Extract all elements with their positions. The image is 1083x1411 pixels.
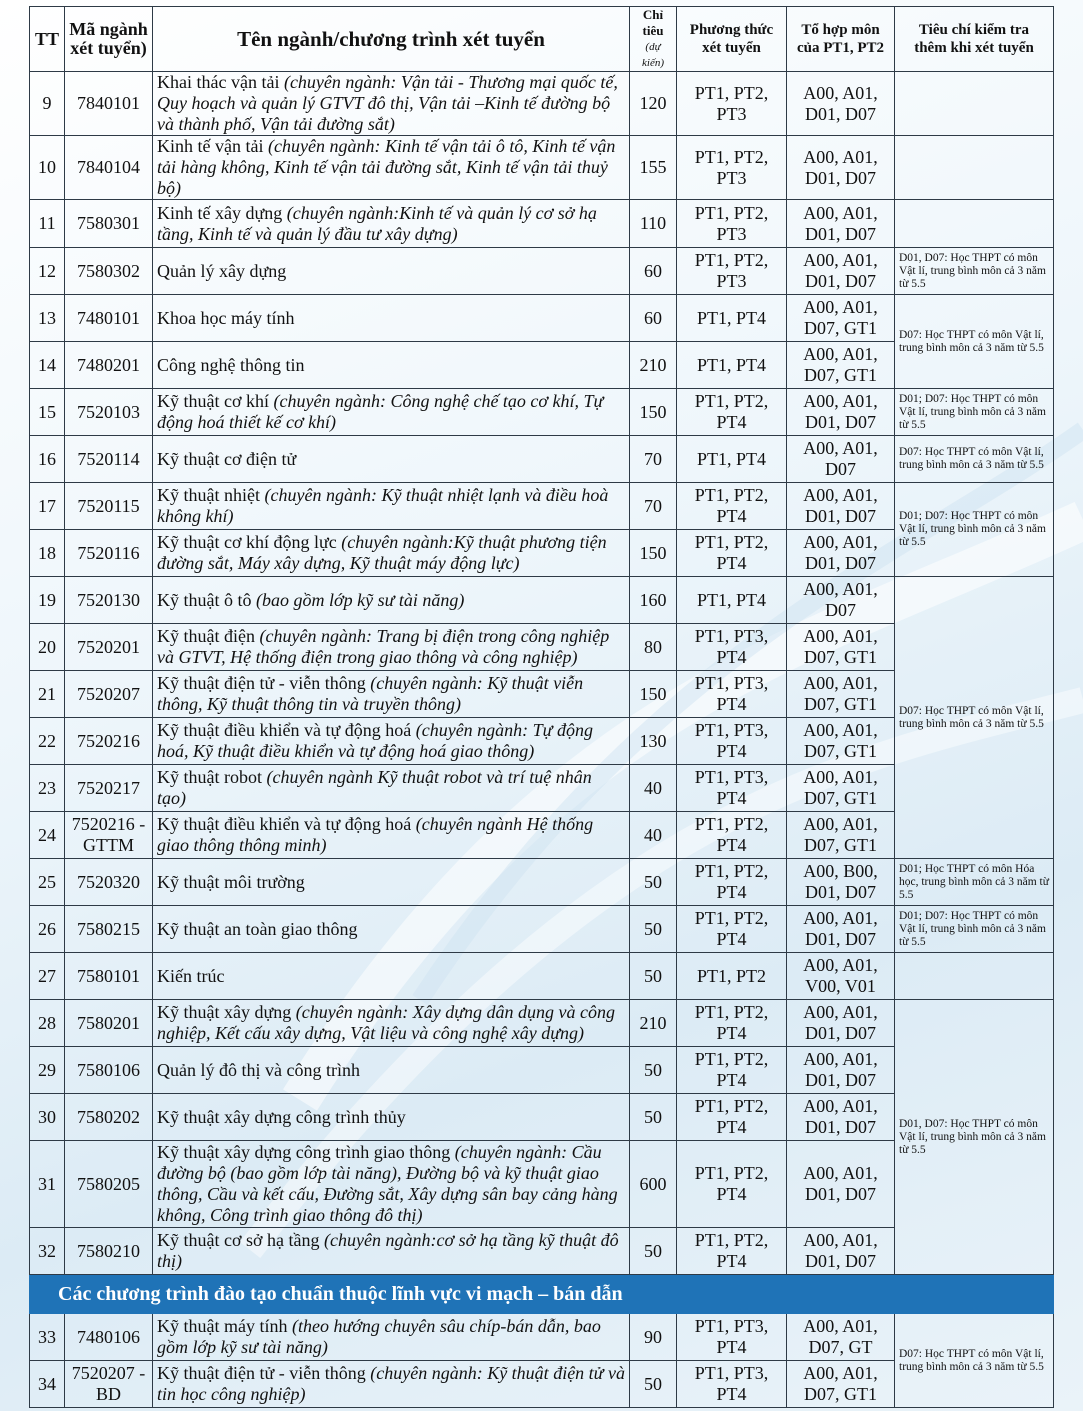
row-tt: 26 — [30, 906, 65, 953]
table-row — [30, 389, 1054, 436]
row-code: 7520115 — [65, 483, 153, 530]
row-tt: 18 — [30, 530, 65, 577]
row-method: PT1, PT2, PT4 — [677, 859, 787, 906]
row-combo: A00, A01, D01, D07 — [787, 1000, 895, 1047]
row-criteria: D07: Học THPT có môn Vật lí, trung bình môn cả 3 năm từ 5.5 — [895, 436, 1054, 483]
row-code: 7520217 — [65, 765, 153, 812]
row-tt: 14 — [30, 342, 65, 389]
row-tt: 16 — [30, 436, 65, 483]
row-quota: 50 — [630, 953, 677, 1000]
table-row — [30, 1314, 1054, 1361]
row-quota: 120 — [630, 72, 677, 136]
row-tt: 24 — [30, 812, 65, 859]
row-combo: A00, A01, D07, GT1 — [787, 765, 895, 812]
row-tt: 33 — [30, 1314, 65, 1361]
row-name: Kỹ thuật xây dựng (chuyên ngành: Xây dựng dân dụng và công nghiệp, Kết cấu xây dựng, Vật liệu và công nghệ xây dựng) — [153, 1000, 630, 1047]
row-combo: A00, A01, D07, GT1 — [787, 295, 895, 342]
row-quota: 50 — [630, 859, 677, 906]
row-code: 7580302 — [65, 248, 153, 295]
header-quota: Chỉ tiêu (dự kiến) — [630, 7, 677, 72]
row-method: PT1, PT3, PT4 — [677, 718, 787, 765]
row-quota: 40 — [630, 812, 677, 859]
header-method: Phương thức xét tuyển — [677, 7, 787, 72]
row-quota: 210 — [630, 1000, 677, 1047]
row-code: 7520216 — [65, 718, 153, 765]
row-method: PT1, PT2 — [677, 953, 787, 1000]
row-criteria — [895, 72, 1054, 136]
row-code: 7580101 — [65, 953, 153, 1000]
row-method: PT1, PT3, PT4 — [677, 765, 787, 812]
row-method: PT1, PT2, PT4 — [677, 1047, 787, 1094]
table-row — [30, 72, 1054, 136]
row-quota: 110 — [630, 200, 677, 248]
row-combo: A00, A01, D07, GT1 — [787, 342, 895, 389]
row-combo: A00, A01, D01, D07 — [787, 483, 895, 530]
row-name: Công nghệ thông tin — [153, 342, 630, 389]
table-row — [30, 200, 1054, 248]
row-tt: 13 — [30, 295, 65, 342]
row-quota: 70 — [630, 483, 677, 530]
row-code: 7480101 — [65, 295, 153, 342]
row-combo: A00, A01, D01, D07 — [787, 1141, 895, 1228]
row-tt: 12 — [30, 248, 65, 295]
row-name: Kỹ thuật nhiệt (chuyên ngành: Kỹ thuật nhiệt lạnh và điều hoà không khí) — [153, 483, 630, 530]
row-code: 7520130 — [65, 577, 153, 624]
row-criteria: D01, D07: Học THPT có môn Vật lí, trung bình môn cả 3 năm từ 5.5 — [895, 248, 1054, 295]
row-quota: 70 — [630, 436, 677, 483]
row-code: 7580215 — [65, 906, 153, 953]
row-quota: 600 — [630, 1141, 677, 1228]
row-code: 7580106 — [65, 1047, 153, 1094]
table-row — [30, 436, 1054, 483]
row-name: Kỹ thuật cơ điện tử — [153, 436, 630, 483]
header-name: Tên ngành/chương trình xét tuyển — [153, 7, 630, 72]
row-combo: A00, A01, V00, V01 — [787, 953, 895, 1000]
row-method: PT1, PT4 — [677, 436, 787, 483]
row-combo: A00, A01, D01, D07 — [787, 1047, 895, 1094]
row-code: 7520216 -GTTM — [65, 812, 153, 859]
row-method: PT1, PT2, PT4 — [677, 530, 787, 577]
header-tt: TT — [30, 7, 65, 72]
row-code: 7840101 — [65, 72, 153, 136]
section-title: Các chương trình đào tạo chuẩn thuộc lĩnh vực vi mạch – bán dẫn — [30, 1275, 1054, 1314]
row-combo: A00, A01, D07, GT — [787, 1314, 895, 1361]
row-tt: 15 — [30, 389, 65, 436]
row-code: 7480201 — [65, 342, 153, 389]
table-row — [30, 295, 1054, 342]
row-combo: A00, A01, D01, D07 — [787, 389, 895, 436]
row-combo: A00, A01, D07, GT1 — [787, 812, 895, 859]
row-quota: 150 — [630, 671, 677, 718]
row-quota: 160 — [630, 577, 677, 624]
row-code: 7520201 — [65, 624, 153, 671]
row-name: Khai thác vận tải (chuyên ngành: Vận tải - Thương mại quốc tế, Quy hoạch và quản lý GTVT đô thị, Vận tải –Kinh tế đường bộ và thành phố, Vận tải đường sắt) — [153, 72, 630, 136]
row-tt: 9 — [30, 72, 65, 136]
header-criteria: Tiêu chí kiểm tra thêm khi xét tuyển — [895, 7, 1054, 72]
row-criteria: D01; Học THPT có môn Hóa học, trung bình môn cả 3 năm từ 5.5 — [895, 859, 1054, 906]
row-name: Kỹ thuật cơ khí động lực (chuyên ngành:Kỹ thuật phương tiện đường sắt, Máy xây dựng, Kỹ thuật máy động lực) — [153, 530, 630, 577]
row-name: Kỹ thuật điều khiển và tự động hoá (chuyên ngành Hệ thống giao thông thông minh) — [153, 812, 630, 859]
row-tt: 17 — [30, 483, 65, 530]
row-criteria: D01; D07: Học THPT có môn Vật lí, trung bình môn cả 3 năm từ 5.5 — [895, 389, 1054, 436]
row-combo: A00, A01, D07 — [787, 436, 895, 483]
row-tt: 19 — [30, 577, 65, 624]
row-tt: 21 — [30, 671, 65, 718]
row-method: PT1, PT3, PT4 — [677, 1314, 787, 1361]
row-name: Kỹ thuật xây dựng công trình thủy — [153, 1094, 630, 1141]
section-header — [30, 1275, 1054, 1314]
row-criteria — [895, 136, 1054, 200]
row-name: Kỹ thuật điều khiển và tự động hoá (chuyên ngành: Tự động hoá, Kỹ thuật điều khiển và tự động hoá giao thông) — [153, 718, 630, 765]
row-method: PT1, PT4 — [677, 342, 787, 389]
row-name: Kỹ thuật điện (chuyên ngành: Trang bị điện trong công nghiệp và GTVT, Hệ thống điện trong giao thông và công nghiệp) — [153, 624, 630, 671]
table-row — [30, 1000, 1054, 1047]
row-code: 7580301 — [65, 200, 153, 248]
row-combo: A00, B00, D01, D07 — [787, 859, 895, 906]
row-quota: 50 — [630, 1228, 677, 1275]
row-method: PT1, PT2, PT4 — [677, 906, 787, 953]
row-method: PT1, PT4 — [677, 577, 787, 624]
row-code: 7520114 — [65, 436, 153, 483]
header-row — [30, 7, 1054, 72]
row-combo: A00, A01, D07, GT1 — [787, 624, 895, 671]
row-criteria: D07: Học THPT có môn Vật lí, trung bình môn cả 3 năm từ 5.5 — [895, 577, 1054, 859]
row-quota: 50 — [630, 1361, 677, 1408]
row-method: PT1, PT4 — [677, 295, 787, 342]
header-combo: Tổ hợp môn của PT1, PT2 — [787, 7, 895, 72]
row-quota: 40 — [630, 765, 677, 812]
row-name: Kỹ thuật xây dựng công trình giao thông (chuyên ngành: Cầu đường bộ (bao gồm lớp tài năng), Đường bộ và kỹ thuật giao thông, Cầu và kết cấu, Đường sắt, Xây dựng sân bay cảng hàng không, Công trình giao thông đô thị) — [153, 1141, 630, 1228]
row-quota: 80 — [630, 624, 677, 671]
row-combo: A00, A01, D01, D07 — [787, 200, 895, 248]
row-combo: A00, A01, D01, D07 — [787, 248, 895, 295]
row-method: PT1, PT2, PT4 — [677, 1000, 787, 1047]
row-tt: 25 — [30, 859, 65, 906]
admissions-table — [29, 6, 1054, 1408]
row-name: Kỹ thuật cơ sở hạ tầng (chuyên ngành:cơ sở hạ tầng kỹ thuật đô thị) — [153, 1228, 630, 1275]
row-method: PT1, PT2, PT4 — [677, 483, 787, 530]
row-code: 7580202 — [65, 1094, 153, 1141]
row-method: PT1, PT2, PT3 — [677, 72, 787, 136]
row-name: Kinh tế xây dựng (chuyên ngành:Kinh tế và quản lý cơ sở hạ tầng, Kinh tế và quản lý đầu tư xây dựng) — [153, 200, 630, 248]
row-name: Kỹ thuật điện tử - viễn thông (chuyên ngành: Kỹ thuật điện tử và tin học công nghiệp) — [153, 1361, 630, 1408]
row-tt: 20 — [30, 624, 65, 671]
row-quota: 50 — [630, 906, 677, 953]
row-criteria: D01, D07: Học THPT có môn Vật lí, trung bình môn cả 3 năm từ 5.5 — [895, 1000, 1054, 1275]
row-method: PT1, PT2, PT3 — [677, 136, 787, 200]
row-code: 7520116 — [65, 530, 153, 577]
row-code: 7840104 — [65, 136, 153, 200]
row-name: Quản lý xây dựng — [153, 248, 630, 295]
row-method: PT1, PT2, PT3 — [677, 248, 787, 295]
row-combo: A00, A01, D07, GT1 — [787, 671, 895, 718]
row-tt: 11 — [30, 200, 65, 248]
row-combo: A00, A01, D01, D07 — [787, 906, 895, 953]
row-name: Khoa học máy tính — [153, 295, 630, 342]
row-criteria — [895, 953, 1054, 1000]
row-quota: 50 — [630, 1094, 677, 1141]
row-name: Kỹ thuật môi trường — [153, 859, 630, 906]
row-tt: 27 — [30, 953, 65, 1000]
row-combo: A00, A01, D07 — [787, 577, 895, 624]
row-criteria: D07: Học THPT có môn Vật lí, trung bình môn cả 3 năm từ 5.5 — [895, 1314, 1054, 1408]
row-code: 7520103 — [65, 389, 153, 436]
row-tt: 28 — [30, 1000, 65, 1047]
row-quota: 210 — [630, 342, 677, 389]
row-tt: 23 — [30, 765, 65, 812]
table-row — [30, 906, 1054, 953]
row-name: Kỹ thuật điện tử - viễn thông (chuyên ngành: Kỹ thuật viễn thông, Kỹ thuật thông tin và truyền thông) — [153, 671, 630, 718]
row-criteria: D01; D07: Học THPT có môn Vật lí, trung bình môn cả 3 năm từ 5.5 — [895, 483, 1054, 577]
row-tt: 30 — [30, 1094, 65, 1141]
row-code: 7580205 — [65, 1141, 153, 1228]
table-row — [30, 577, 1054, 624]
table-row — [30, 248, 1054, 295]
table-row — [30, 483, 1054, 530]
row-code: 7480106 — [65, 1314, 153, 1361]
row-code: 7520207 -BD — [65, 1361, 153, 1408]
row-combo: A00, A01, D01, D07 — [787, 1228, 895, 1275]
row-tt: 10 — [30, 136, 65, 200]
row-method: PT1, PT3, PT4 — [677, 1361, 787, 1408]
row-code: 7580201 — [65, 1000, 153, 1047]
row-quota: 130 — [630, 718, 677, 765]
row-name: Kỹ thuật máy tính (theo hướng chuyên sâu chíp-bán dẫn, bao gồm lớp kỹ sư tài năng) — [153, 1314, 630, 1361]
row-tt: 34 — [30, 1361, 65, 1408]
table-row — [30, 953, 1054, 1000]
row-quota: 90 — [630, 1314, 677, 1361]
row-quota: 60 — [630, 248, 677, 295]
row-name: Kỹ thuật cơ khí (chuyên ngành: Công nghệ chế tạo cơ khí, Tự động hoá thiết kế cơ khí) — [153, 389, 630, 436]
row-code: 7520207 — [65, 671, 153, 718]
table-row — [30, 859, 1054, 906]
row-name: Kỹ thuật ô tô (bao gồm lớp kỹ sư tài năng) — [153, 577, 630, 624]
row-criteria: D07: Học THPT có môn Vật lí, trung bình môn cả 3 năm từ 5.5 — [895, 295, 1054, 389]
row-method: PT1, PT2, PT4 — [677, 812, 787, 859]
row-combo: A00, A01, D07, GT1 — [787, 1361, 895, 1408]
row-combo: A00, A01, D01, D07 — [787, 136, 895, 200]
row-combo: A00, A01, D01, D07 — [787, 72, 895, 136]
row-name: Kinh tế vận tải (chuyên ngành: Kinh tế vận tải ô tô, Kinh tế vận tải hàng không, Kinh tế vận tải đường sắt, Kinh tế vận tải thuỷ bộ) — [153, 136, 630, 200]
header-code: Mã ngành xét tuyển) — [65, 7, 153, 72]
row-tt: 32 — [30, 1228, 65, 1275]
row-quota: 60 — [630, 295, 677, 342]
row-method: PT1, PT3, PT4 — [677, 624, 787, 671]
row-method: PT1, PT2, PT4 — [677, 1228, 787, 1275]
row-quota: 155 — [630, 136, 677, 200]
row-combo: A00, A01, D07, GT1 — [787, 718, 895, 765]
row-name: Kiến trúc — [153, 953, 630, 1000]
row-name: Quản lý đô thị và công trình — [153, 1047, 630, 1094]
row-method: PT1, PT2, PT3 — [677, 200, 787, 248]
row-method: PT1, PT2, PT4 — [677, 1141, 787, 1228]
row-combo: A00, A01, D01, D07 — [787, 530, 895, 577]
row-name: Kỹ thuật robot (chuyên ngành Kỹ thuật robot và trí tuệ nhân tạo) — [153, 765, 630, 812]
row-criteria: D01; D07: Học THPT có môn Vật lí, trung bình môn cả 3 năm từ 5.5 — [895, 906, 1054, 953]
row-method: PT1, PT2, PT4 — [677, 389, 787, 436]
row-tt: 31 — [30, 1141, 65, 1228]
row-quota: 50 — [630, 1047, 677, 1094]
row-method: PT1, PT2, PT4 — [677, 1094, 787, 1141]
row-quota: 150 — [630, 389, 677, 436]
row-combo: A00, A01, D01, D07 — [787, 1094, 895, 1141]
row-tt: 22 — [30, 718, 65, 765]
row-method: PT1, PT3, PT4 — [677, 671, 787, 718]
row-name: Kỹ thuật an toàn giao thông — [153, 906, 630, 953]
row-tt: 29 — [30, 1047, 65, 1094]
table-row — [30, 136, 1054, 200]
row-quota: 150 — [630, 530, 677, 577]
row-code: 7580210 — [65, 1228, 153, 1275]
row-code: 7520320 — [65, 859, 153, 906]
row-criteria — [895, 200, 1054, 248]
